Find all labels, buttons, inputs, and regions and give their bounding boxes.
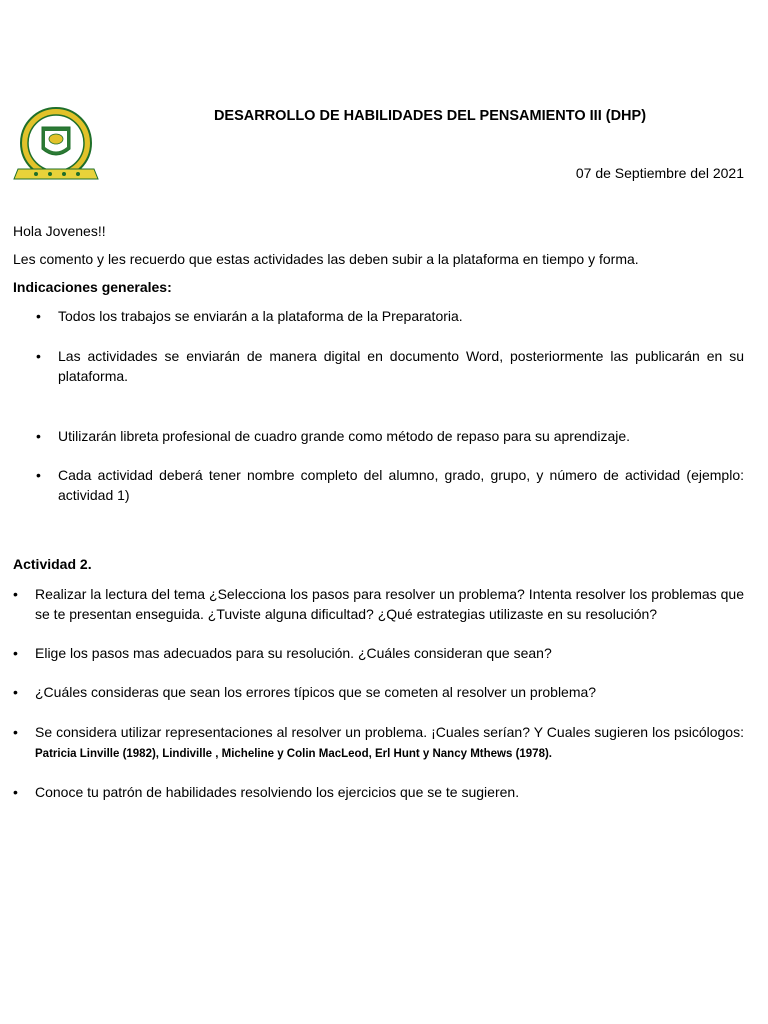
list-item-text: Cada actividad deberá tener nombre completo del alumno, grado, grupo, y número de actividad (ejemplo: actividad 1) [58,467,744,503]
document-date: 07 de Septiembre del 2021 [575,165,744,181]
activity-heading: Actividad 2. [13,556,92,572]
list-item [13,643,744,663]
list-item-text: Todos los trabajos se enviarán a la plataforma de la Preparatoria. [58,308,463,324]
greeting: Hola Jovenes!! [13,223,106,239]
bullet-icon: • [13,724,18,740]
intro-message: Les comento y les recuerdo que estas actividades las deben subir a la plataforma en tiempo y forma. [13,251,639,267]
list-item [36,346,744,386]
list-item [13,782,744,802]
bullet-icon: • [36,467,41,483]
list-item [13,682,744,702]
list-item-text: Elige los pasos mas adecuados para su resolución. ¿Cuáles consideran que sean? [35,645,552,661]
list-item [13,722,744,764]
bullet-icon: • [13,784,18,800]
list-item-text: ¿Cuáles consideras que sean los errores típicos que se cometen al resolver un problema? [35,684,597,700]
school-logo [10,105,102,187]
list-item-text: Realizar la lectura del tema ¿Selecciona los pasos para resolver un problema? Intenta resolver los problemas que se te presentan enseguida. ¿Tuviste alguna dificultad? ¿Qué estrategias utilizaste en su resolución? [35,586,744,622]
list-item [13,584,744,624]
indications-heading: Indicaciones generales: [13,279,172,295]
list-item-text: Conoce tu patrón de habilidades resolviendo los ejercicios que se te sugieren. [35,784,520,800]
psychologists-list: Patricia Linville (1982), Lindiville , Micheline y Colin MacLeod, Erl Hunt y Nancy Mthews (1978). [35,748,553,760]
bullet-icon: • [36,308,41,324]
list-item [36,465,744,505]
document-title: DESARROLLO DE HABILIDADES DEL PENSAMIENTO III (DHP) [213,108,647,124]
list-item-text: Utilizarán libreta profesional de cuadro grande como método de repaso para su aprendizaje. [58,428,631,444]
list-item [36,426,744,446]
list-item-text: Las actividades se enviarán de manera digital en documento Word, posteriormente las publicarán en su plataforma. [58,348,744,384]
list-item [36,306,744,326]
bullet-icon: • [13,586,18,602]
bullet-icon: • [13,684,18,700]
bullet-icon: • [36,348,41,364]
bullet-icon: • [36,428,41,444]
list-item-text: Se considera utilizar representaciones al resolver un problema. ¡Cuales serían? Y Cuales sugieren los psicólogos: [35,724,744,740]
bullet-icon: • [13,645,18,661]
